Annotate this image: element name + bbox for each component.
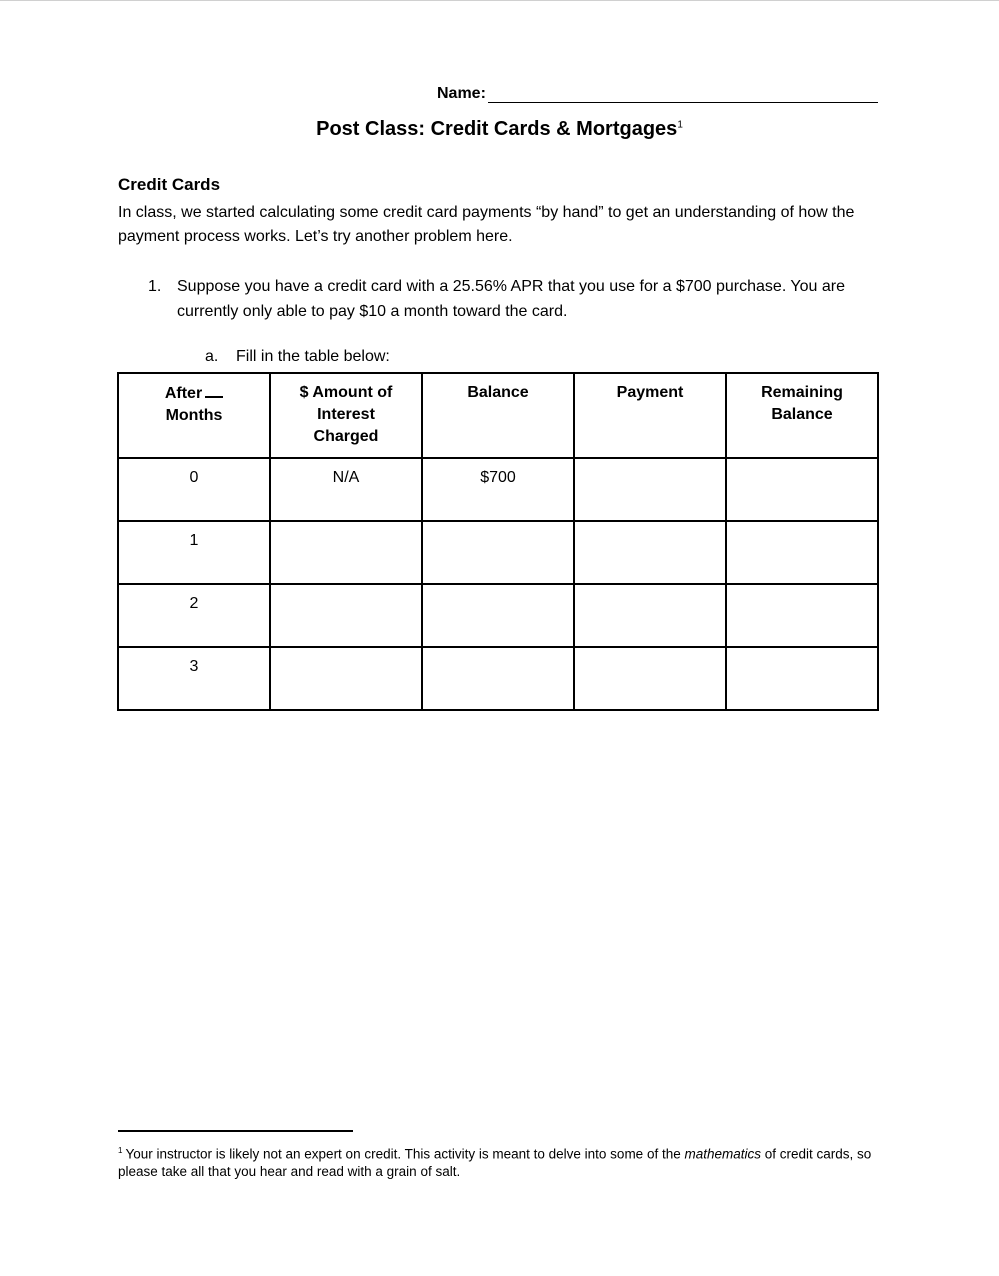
cell-month: 0 xyxy=(118,458,270,521)
cell-remaining[interactable] xyxy=(726,458,878,521)
cell-payment[interactable] xyxy=(574,458,726,521)
header-after-label: After xyxy=(164,385,203,402)
footnote-mark: 1 xyxy=(118,1146,123,1155)
cell-balance[interactable] xyxy=(422,647,574,710)
title-footnote-mark: 1 xyxy=(677,119,683,131)
question-number: 1. xyxy=(148,278,162,295)
table-row xyxy=(118,521,878,584)
page-top-border xyxy=(0,0,999,1)
footnote-text-before: Your instructor is likely not an expert on credit. This activity is meant to delve into some of the xyxy=(125,1146,685,1162)
header-payment: Payment xyxy=(574,373,726,458)
cell-remaining[interactable] xyxy=(726,647,878,710)
footnote-text-after: of credit cards, so please take all that you hear and read with a grain of salt. xyxy=(118,1146,872,1179)
cell-payment[interactable] xyxy=(574,647,726,710)
subquestion-letter: a. xyxy=(205,348,219,365)
header-after-months xyxy=(118,373,270,458)
question-text: Suppose you have a credit card with a 25.56% APR that you use for a $700 purchase. You are currently only able to pay $10 a month toward the card. xyxy=(177,278,845,320)
page-title xyxy=(0,118,999,141)
cell-month: 2 xyxy=(118,584,270,647)
cell-payment[interactable] xyxy=(574,521,726,584)
header-remaining-line1: Remaining xyxy=(761,384,843,401)
cell-interest: N/A xyxy=(270,458,422,521)
header-interest-line3: Charged xyxy=(313,428,379,445)
header-remaining xyxy=(726,373,878,458)
table-header-row xyxy=(118,373,878,458)
footnote-emphasis: mathematics xyxy=(684,1146,762,1162)
table-row xyxy=(118,458,878,521)
footnote xyxy=(118,1142,888,1180)
header-interest-line2: Interest xyxy=(317,406,375,423)
footnote-divider xyxy=(118,1130,353,1132)
name-blank-line[interactable] xyxy=(488,84,878,103)
name-field-row xyxy=(437,84,878,103)
cell-remaining[interactable] xyxy=(726,521,878,584)
header-blank-line xyxy=(205,382,223,398)
cell-interest[interactable] xyxy=(270,647,422,710)
cell-interest[interactable] xyxy=(270,521,422,584)
table-row xyxy=(118,584,878,647)
cell-month: 3 xyxy=(118,647,270,710)
header-remaining-line2: Balance xyxy=(771,406,833,423)
cell-interest[interactable] xyxy=(270,584,422,647)
subquestion-text: Fill in the table below: xyxy=(236,348,390,365)
intro-paragraph: In class, we started calculating some credit card payments “by hand” to get an understanding of how the payment process works. Let’s try another problem here. xyxy=(118,204,855,245)
table-row xyxy=(118,647,878,710)
cell-balance[interactable] xyxy=(422,521,574,584)
cell-month: 1 xyxy=(118,521,270,584)
header-balance: Balance xyxy=(422,373,574,458)
fill-in-table xyxy=(117,372,879,711)
cell-balance[interactable] xyxy=(422,584,574,647)
header-months-label: Months xyxy=(165,407,223,424)
page-title-text: Post Class: Credit Cards & Mortgages xyxy=(316,118,678,140)
header-interest-line1: $ Amount of xyxy=(299,384,393,401)
header-interest xyxy=(270,373,422,458)
name-label: Name: xyxy=(437,85,486,102)
cell-balance: $700 xyxy=(422,458,574,521)
cell-remaining[interactable] xyxy=(726,584,878,647)
section-heading: Credit Cards xyxy=(118,175,221,194)
cell-payment[interactable] xyxy=(574,584,726,647)
